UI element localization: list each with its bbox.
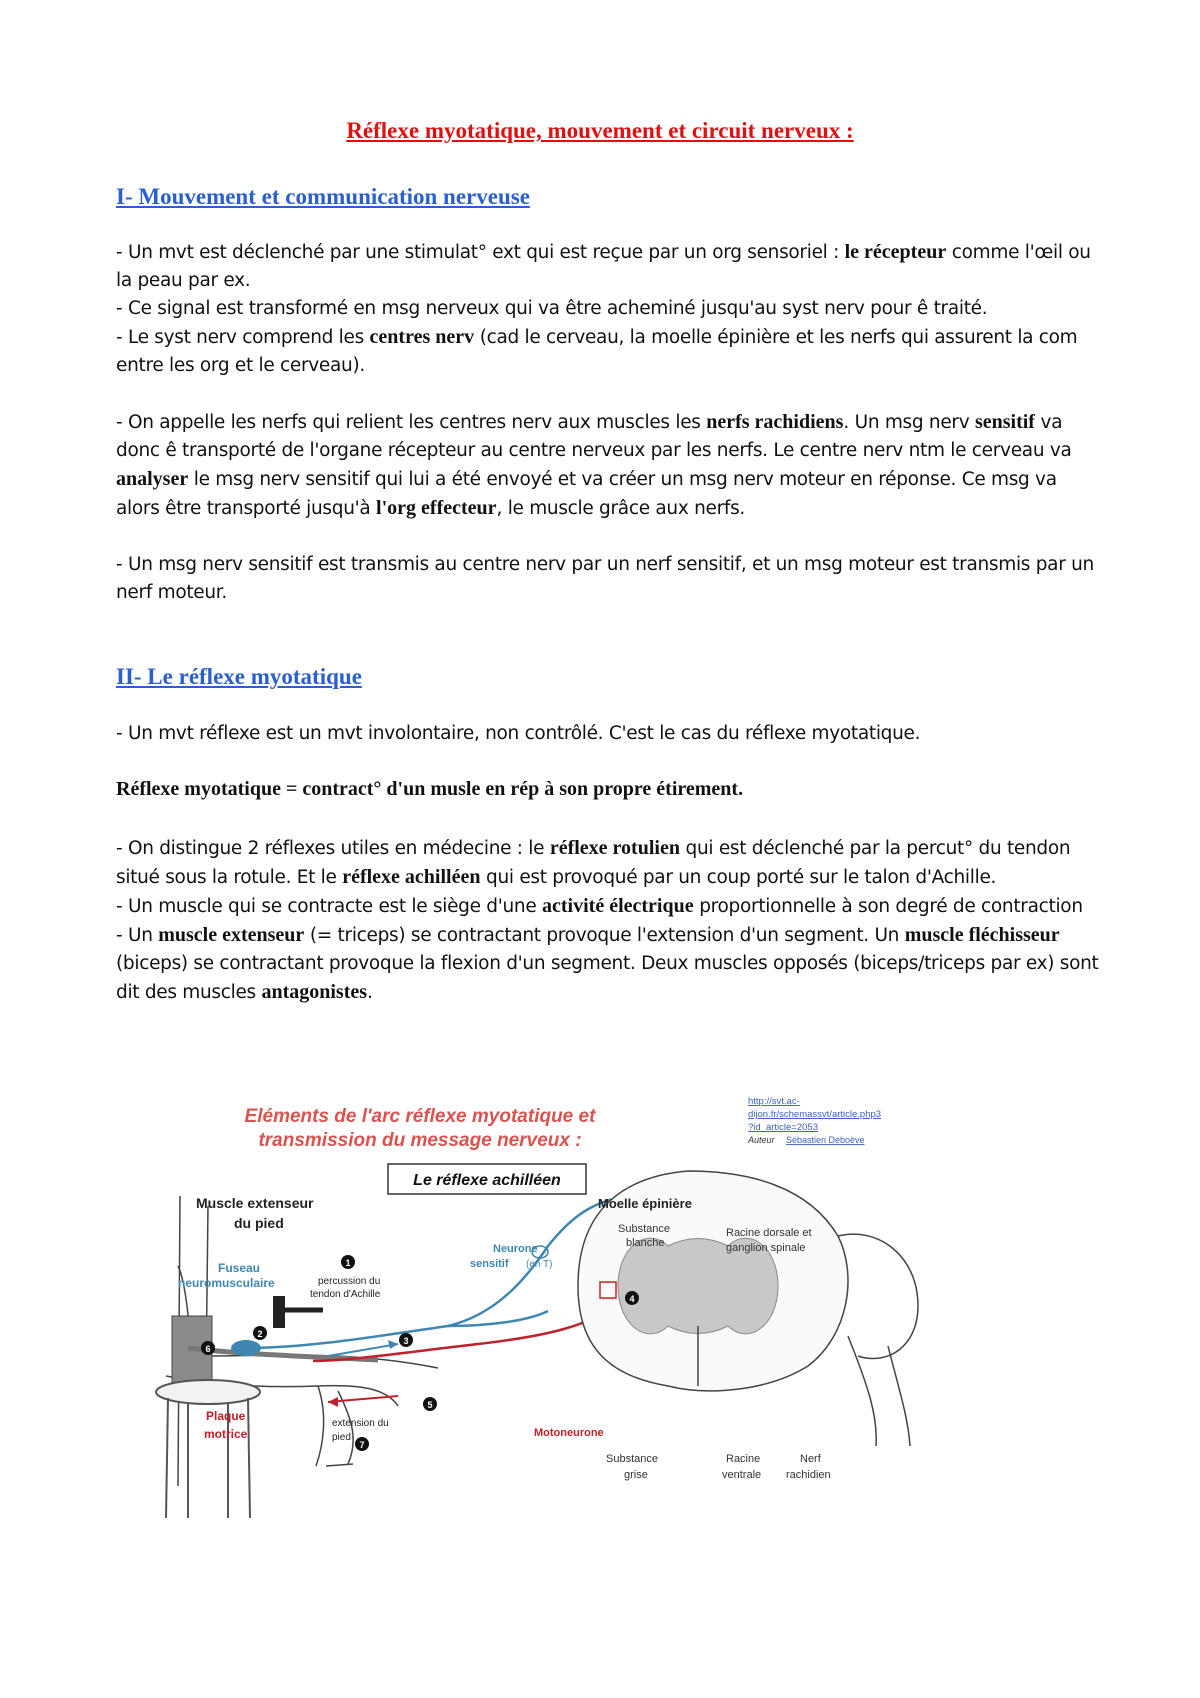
text-run: (cad le cerveau, la moelle épinière et les nerfs qui assurent la com entre les org et le cerveau). [116,327,1078,376]
section2-paragraph [116,892,1101,921]
bold-term: muscle fléchisseur [904,924,1060,946]
label-plaque: Plaque [206,1409,246,1423]
text-run: . [367,982,373,1003]
text-run: - Un msg nerv sensitif est transmis au centre nerv par un nerf sensitif, et un msg moteur est transmis par un nerf moteur. [116,554,1094,603]
section1-paragraph [116,551,1101,607]
bold-term: sensitif [974,411,1035,433]
label-nerf: rachidien [786,1469,831,1481]
bold-term: réflexe rotulien [549,837,680,859]
figure-title-line1: Eléments de l'arc réflexe myotatique et [244,1106,596,1127]
spinal-cord [578,1171,918,1446]
figure-author[interactable]: Sébastien Deboève [786,1135,865,1145]
document-title: Réflexe myotatique, mouvement et circuit nerveux : [346,118,854,143]
bold-term: nerfs rachidiens [706,411,844,433]
figure-subtitle: Le réflexe achilléen [413,1172,561,1189]
bold-term: centres nerv [369,326,475,348]
label-extension: extension du [332,1418,389,1429]
stool-drawing [156,1380,260,1518]
sensory-arrowhead [388,1340,398,1349]
label-extension: pied [332,1432,351,1443]
label-racine-dorsale: Racine dorsale et [726,1227,812,1239]
label-substance-blanche: Substance [618,1223,670,1235]
sensory-neuron-branch [448,1311,548,1326]
section2-intro [116,720,1101,748]
label-motoneurone: Motoneurone [534,1427,604,1439]
label-fuseau: Fuseau [218,1261,261,1275]
label-neurone-sensitif: Neurone [493,1243,538,1255]
text-run: comme l'œil ou la peau par ex. [116,242,1091,291]
motor-arrow [328,1396,398,1402]
bold-term: l'org effecteur [376,497,497,519]
step-marker: 1 [345,1258,351,1268]
section2-body [116,834,1101,1007]
label-substance-blanche: blanche [626,1237,665,1249]
label-racine-ventrale: ventrale [722,1469,762,1481]
step-marker: 7 [359,1440,365,1450]
bold-term: antagonistes [261,981,368,1003]
section2-paragraph [116,834,1101,892]
text-run: - On appelle les nerfs qui relient les centres nerv aux muscles les [116,412,707,433]
text-run: qui est provoqué par un coup porté sur le talon d'Achille. [480,867,997,888]
motor-neuron-path [313,1304,618,1361]
figure-source-link[interactable]: http://svt.ac- [748,1096,800,1107]
text-run: (= triceps) se contractant provoque l'extension d'un segment. Un [304,925,905,946]
section2-paragraph [116,921,1101,1007]
section1-paragraph [116,408,1101,523]
text-run: . Un msg nerv [843,412,975,433]
bold-term: activité électrique [542,895,694,917]
label-neurone-sensitif: sensitif [470,1258,509,1270]
label-neurone-sensitif: (en T) [526,1259,553,1270]
bold-term: analyser [116,468,189,490]
text-run: - Un muscle qui se contracte est le siège d'une [116,896,543,917]
text-run: - Le syst nerv comprend les [116,327,370,348]
step-marker: 3 [403,1336,409,1346]
text-run: le msg nerv sensitif qui lui a été envoyé et va créer un msg nerv moteur en réponse. Ce msg va alors être transporté jusqu'à [116,469,1057,519]
label-plaque: motrice [204,1427,248,1441]
section1-paragraph [116,295,1101,323]
section1-heading: I- Mouvement et communication nerveuse [116,184,530,209]
label-substance-grise: Substance [606,1453,658,1465]
figure-author-label: Auteur [748,1135,775,1145]
definition: Réflexe myotatique = contract° d'un musle en rép à son propre étirement. [116,778,744,800]
text-run: proportionnelle à son degré de contraction [693,896,1083,917]
text-run: va donc ê transporté de l'organe récepteur au centre nerveux par les nerfs. Le centre nerv ntm le cerveau va [116,412,1072,461]
label-racine-dorsale: ganglion spinale [726,1242,806,1254]
label-substance-grise: grise [624,1469,648,1481]
text-run: - Un mvt est déclenché par une stimulat° ext qui est reçue par un org sensoriel : [116,242,845,263]
figure-title-line2: transmission du message nerveux : [258,1130,582,1151]
step-marker: 6 [205,1344,211,1354]
label-moelle: Moelle épinière [598,1196,692,1211]
text-run: qui est déclenché par la percut° du tendon situé sous la rotule. Et le [116,838,1071,888]
text-run: - Un mvt réflexe est un mvt involontaire, non contrôlé. C'est le cas du réflexe myotatique. [116,723,921,744]
text-run: , le muscle grâce aux nerfs. [496,498,746,519]
reflex-arc-figure [148,1086,938,1518]
label-percussion: tendon d'Achille [310,1289,381,1300]
section2-paragraph [116,720,1101,748]
bold-term: réflexe achilléen [342,866,481,888]
bold-term: le récepteur [844,241,947,263]
label-muscle-extenseur: du pied [234,1215,284,1231]
text-run: - Ce signal est transformé en msg nerveux qui va être acheminé jusqu'au syst nerv pour ê traité. [116,298,988,319]
section1-body [116,238,1101,607]
figure-source-link[interactable]: ?id_article=2053 [748,1122,818,1133]
step-marker: 5 [427,1400,433,1410]
label-fuseau: neuromusculaire [178,1276,275,1290]
label-nerf: Nerf [800,1453,821,1465]
label-racine-ventrale: Racine [726,1453,761,1465]
figure-source-link[interactable]: dijon.fr/schemassvt/article.php3 [748,1109,882,1120]
step-marker: 4 [629,1294,635,1304]
motor-arrowhead [328,1397,338,1407]
bold-term: muscle extenseur [158,924,305,946]
text-run: - On distingue 2 réflexes utiles en médecine : le [116,838,550,859]
text-run: - Un [116,925,159,946]
hammer-icon [273,1296,323,1328]
label-percussion: percussion du [318,1276,381,1287]
section1-paragraph [116,323,1101,380]
section2-heading: II- Le réflexe myotatique [116,664,362,689]
label-muscle-extenseur: Muscle extenseur [196,1195,314,1211]
step-marker: 2 [257,1329,263,1339]
text-run: (biceps) se contractant provoque la flexion d'un segment. Deux muscles opposés (biceps/triceps par ex) sont dit des muscles [116,953,1099,1003]
section1-paragraph [116,238,1101,295]
